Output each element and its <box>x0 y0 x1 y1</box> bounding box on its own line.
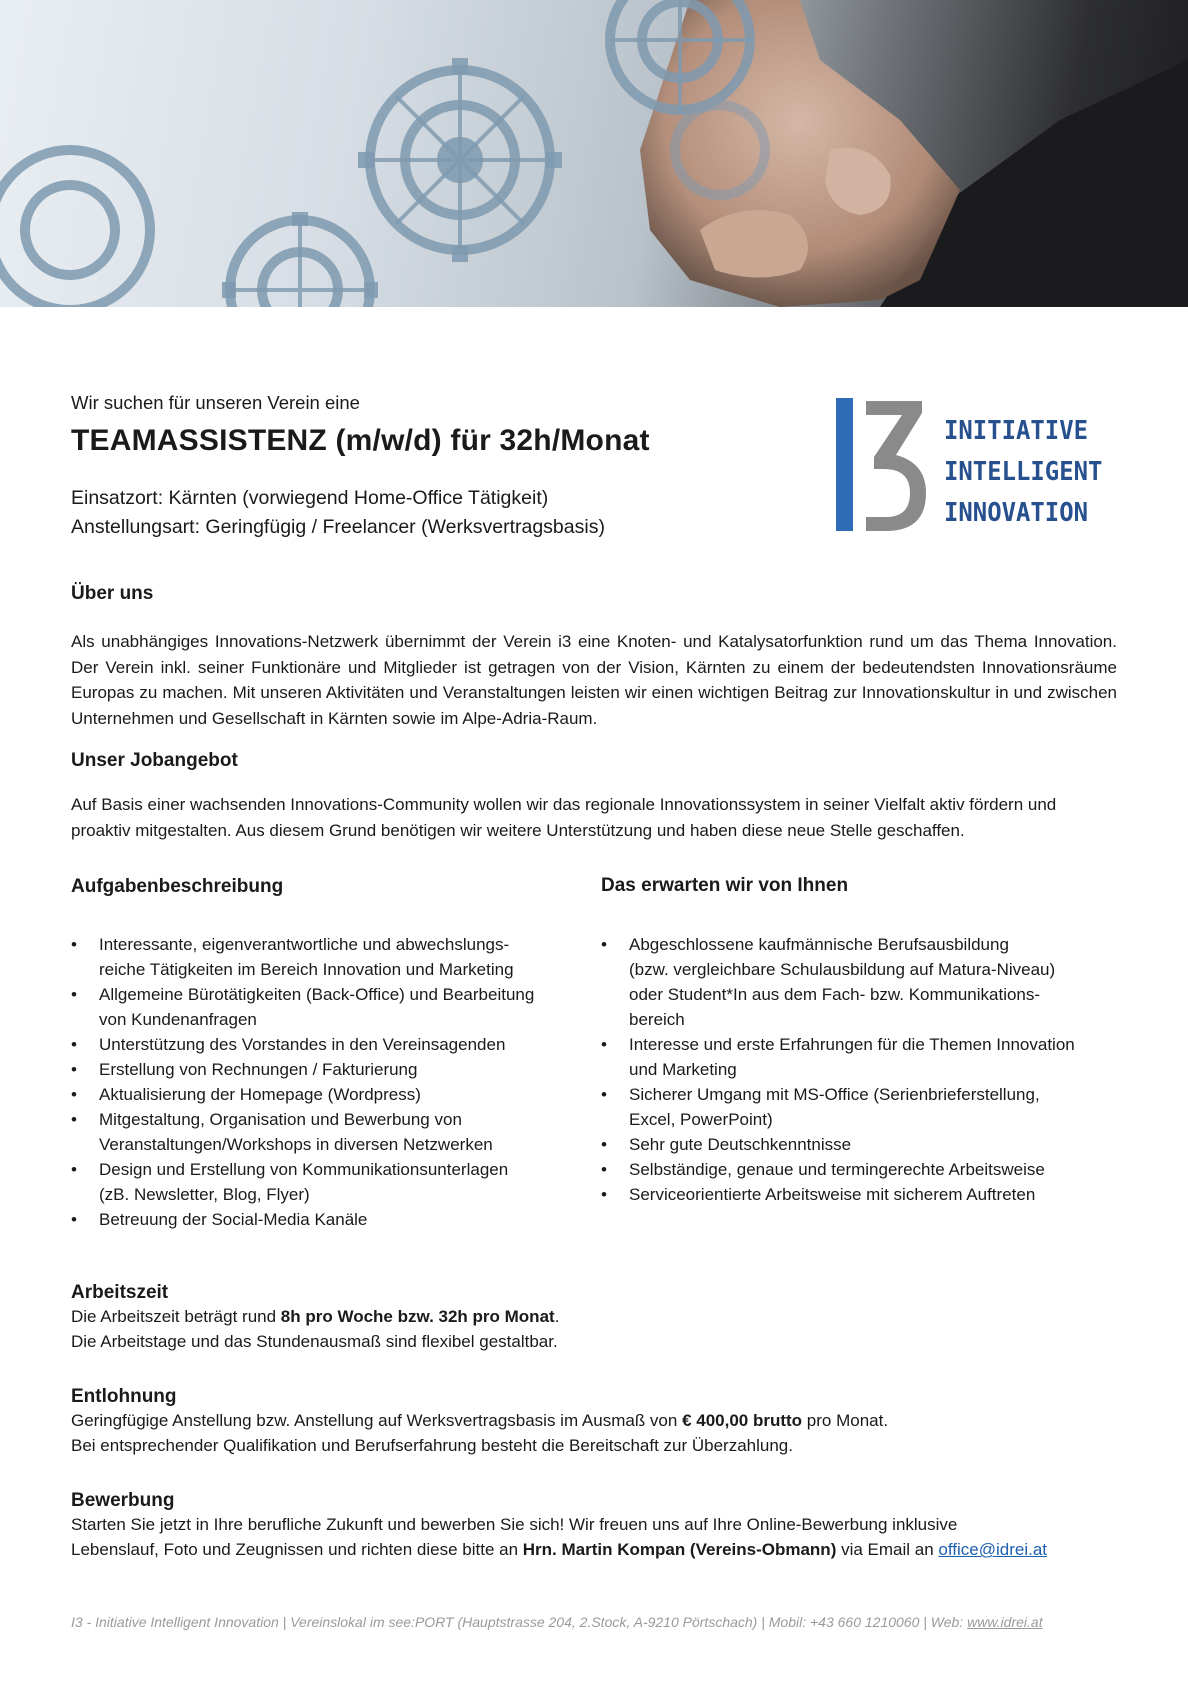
pay-overpay: Bei entsprechender Qualifikation und Berufserfahrung besteht die Bereitschaft zur Überzahlung. <box>71 1436 793 1455</box>
task-item <box>71 1107 591 1157</box>
logo-line-3: INNOVATION <box>944 498 1089 528</box>
requirement-item-text: • Abgeschlossene kaufmännische Berufsausbildung <box>629 935 1009 954</box>
header-banner-image <box>0 0 1188 307</box>
einsatzort-line: Einsatzort: Kärnten (vorwiegend Home-Office Tätigkeit) <box>71 487 549 509</box>
worktime-section <box>71 1282 1117 1354</box>
requirement-item-text: • Interesse und erste Erfahrungen für die Themen Innovation <box>629 1035 1075 1054</box>
offer-heading: Unser Jobangebot <box>71 750 238 771</box>
requirement-item <box>601 1082 1121 1132</box>
job-title: TEAMASSISTENZ (m/w/d) für 32h/Monat <box>71 424 650 457</box>
pay-body <box>71 1408 1117 1458</box>
about-text: Als unabhängiges Innovations-Netzwerk übernimmt der Verein i3 eine Knoten- und Katalysatorfunktion rund um das Thema Innovation. Der Verein inkl. seiner Funktionäre und Mitglieder ist getragen von der Vision, Kärnten zu einem der bedeutendsten Innovationsräume Europas zu machen. Mit unseren Aktivitäten und Veranstaltungen leisten wir einen wichtigen Beitrag zur Innovationskultur in und zwischen Unternehmen und Gesellschaft in Kärnten sowie im Alpe-Adria-Raum. <box>71 632 1117 728</box>
tasks-column <box>71 876 591 1232</box>
task-item-text: • Unterstützung des Vorstandes in den Vereinsagenden <box>99 1035 506 1054</box>
requirements-column <box>601 875 1121 1207</box>
pay-period: pro Monat. <box>802 1411 889 1430</box>
worktime-period: . <box>554 1307 560 1326</box>
task-item <box>71 1207 591 1232</box>
i3-logo <box>834 393 1116 538</box>
footer <box>71 1614 1117 1630</box>
logo-line-1: INITIATIVE <box>944 416 1089 446</box>
requirement-item <box>601 932 1121 1032</box>
offer-text: Auf Basis einer wachsenden Innovations-Community wollen wir das regionale Innovationssystem in seiner Vielfalt aktiv fördern und proaktiv mitgestalten. Aus diesem Grund benötigen wir weitere Unterstützung und haben diese neue Stelle geschaffen. <box>71 795 1057 840</box>
requirement-item-text: • Selbständige, genaue und termingerechte Arbeitsweise <box>629 1160 1045 1179</box>
pay-text: Geringfügige Anstellung bzw. Anstellung auf Werksvertragsbasis im Ausmaß von <box>71 1411 683 1430</box>
apply-body <box>71 1512 1117 1562</box>
apply-section <box>71 1490 1117 1562</box>
pay-section <box>71 1386 1117 1458</box>
task-item-text: • Interessante, eigenverantwortliche und abwechslungs- <box>99 935 510 954</box>
worktime-flex: Die Arbeitstage und das Stundenausmaß sind flexibel gestaltbar. <box>71 1332 558 1351</box>
intro-line: Wir suchen für unseren Verein eine <box>71 392 360 413</box>
task-item-text: Veranstaltungen/Workshops in diversen Netzwerken <box>99 1135 493 1154</box>
worktime-hours: 8h pro Woche bzw. 32h pro Monat <box>280 1307 555 1326</box>
task-item <box>71 932 591 982</box>
worktime-text: Die Arbeitszeit beträgt rund <box>71 1307 281 1326</box>
task-item <box>71 982 591 1032</box>
task-item-text: von Kundenanfragen <box>99 1010 257 1029</box>
tasks-heading: Aufgabenbeschreibung <box>71 876 284 897</box>
about-heading: Über uns <box>71 583 154 604</box>
offer-section <box>71 750 1117 843</box>
task-item-text: • Erstellung von Rechnungen / Fakturierung <box>99 1060 418 1079</box>
requirement-item <box>601 1157 1121 1182</box>
anstellungsart-line: Anstellungsart: Geringfügig / Freelancer (Werksvertragsbasis) <box>71 516 605 538</box>
footer-text: I3 - Initiative Intelligent Innovation | Vereinslokal im see:PORT (Hauptstrasse 204, 2.Stock, A-9210 Pörtschach) | Mobil: +43 660 1210060 | Web: <box>71 1614 968 1630</box>
apply-contact-name: Hrn. Martin Kompan (Vereins-Obmann) <box>522 1540 837 1559</box>
task-item-text: • Betreuung der Social-Media Kanäle <box>99 1210 368 1229</box>
task-item <box>71 1157 591 1207</box>
task-item-text: reiche Tätigkeiten im Bereich Innovation und Marketing <box>99 960 514 979</box>
requirement-item-text: • Sehr gute Deutschkenntnisse <box>629 1135 852 1154</box>
task-item-text: • Aktualisierung der Homepage (Wordpress) <box>99 1085 421 1104</box>
pay-amount: € 400,00 brutto <box>682 1411 803 1430</box>
requirement-item-text: • Sicherer Umgang mit MS-Office (Serienbrieferstellung, <box>629 1085 1040 1104</box>
requirement-item-text: oder Student*In aus dem Fach- bzw. Kommunikations- <box>629 985 1041 1004</box>
requirement-item-text: bereich <box>629 1010 685 1029</box>
apply-text-1: Starten Sie jetzt in Ihre berufliche Zukunft und bewerben Sie sich! Wir freuen uns auf Ihre Online-Bewerbung inklusive <box>71 1515 958 1534</box>
worktime-body <box>71 1304 1117 1354</box>
task-item <box>71 1057 591 1082</box>
tasks-list <box>71 932 591 1232</box>
task-item-text: (zB. Newsletter, Blog, Flyer) <box>99 1185 310 1204</box>
i3-mark-icon <box>834 393 934 538</box>
about-section <box>71 583 1117 731</box>
pay-heading: Entlohnung <box>71 1386 177 1407</box>
requirement-item-text: Excel, PowerPoint) <box>629 1110 773 1129</box>
worktime-heading: Arbeitszeit <box>71 1282 169 1303</box>
logo-line-2: INTELLIGENT <box>944 457 1103 487</box>
apply-heading: Bewerbung <box>71 1490 175 1511</box>
requirement-item-text: und Marketing <box>629 1060 737 1079</box>
gears-hand-illustration <box>0 0 1188 307</box>
requirement-item <box>601 1132 1121 1157</box>
footer-web-link[interactable]: www.idrei.at <box>967 1614 1043 1630</box>
requirement-item-text: • Serviceorientierte Arbeitsweise mit sicherem Auftreten <box>629 1185 1036 1204</box>
requirements-heading: Das erwarten wir von Ihnen <box>601 875 849 896</box>
apply-text-3: via Email an <box>836 1540 939 1559</box>
apply-text-2: Lebenslauf, Foto und Zeugnissen und richten diese bitte an <box>71 1540 523 1559</box>
requirements-list <box>601 932 1121 1207</box>
requirement-item <box>601 1182 1121 1207</box>
requirement-item <box>601 1032 1121 1082</box>
apply-email-link[interactable]: office@idrei.at <box>938 1540 1048 1559</box>
task-item-text: • Design und Erstellung von Kommunikationsunterlagen <box>99 1160 509 1179</box>
logo-wordmark <box>944 411 1116 534</box>
task-item-text: • Mitgestaltung, Organisation und Bewerbung von <box>99 1110 462 1129</box>
requirement-item-text: (bzw. vergleichbare Schulausbildung auf Matura-Niveau) <box>629 960 1056 979</box>
task-item <box>71 1032 591 1057</box>
task-item <box>71 1082 591 1107</box>
task-item-text: • Allgemeine Bürotätigkeiten (Back-Office) und Bearbeitung <box>99 985 535 1004</box>
